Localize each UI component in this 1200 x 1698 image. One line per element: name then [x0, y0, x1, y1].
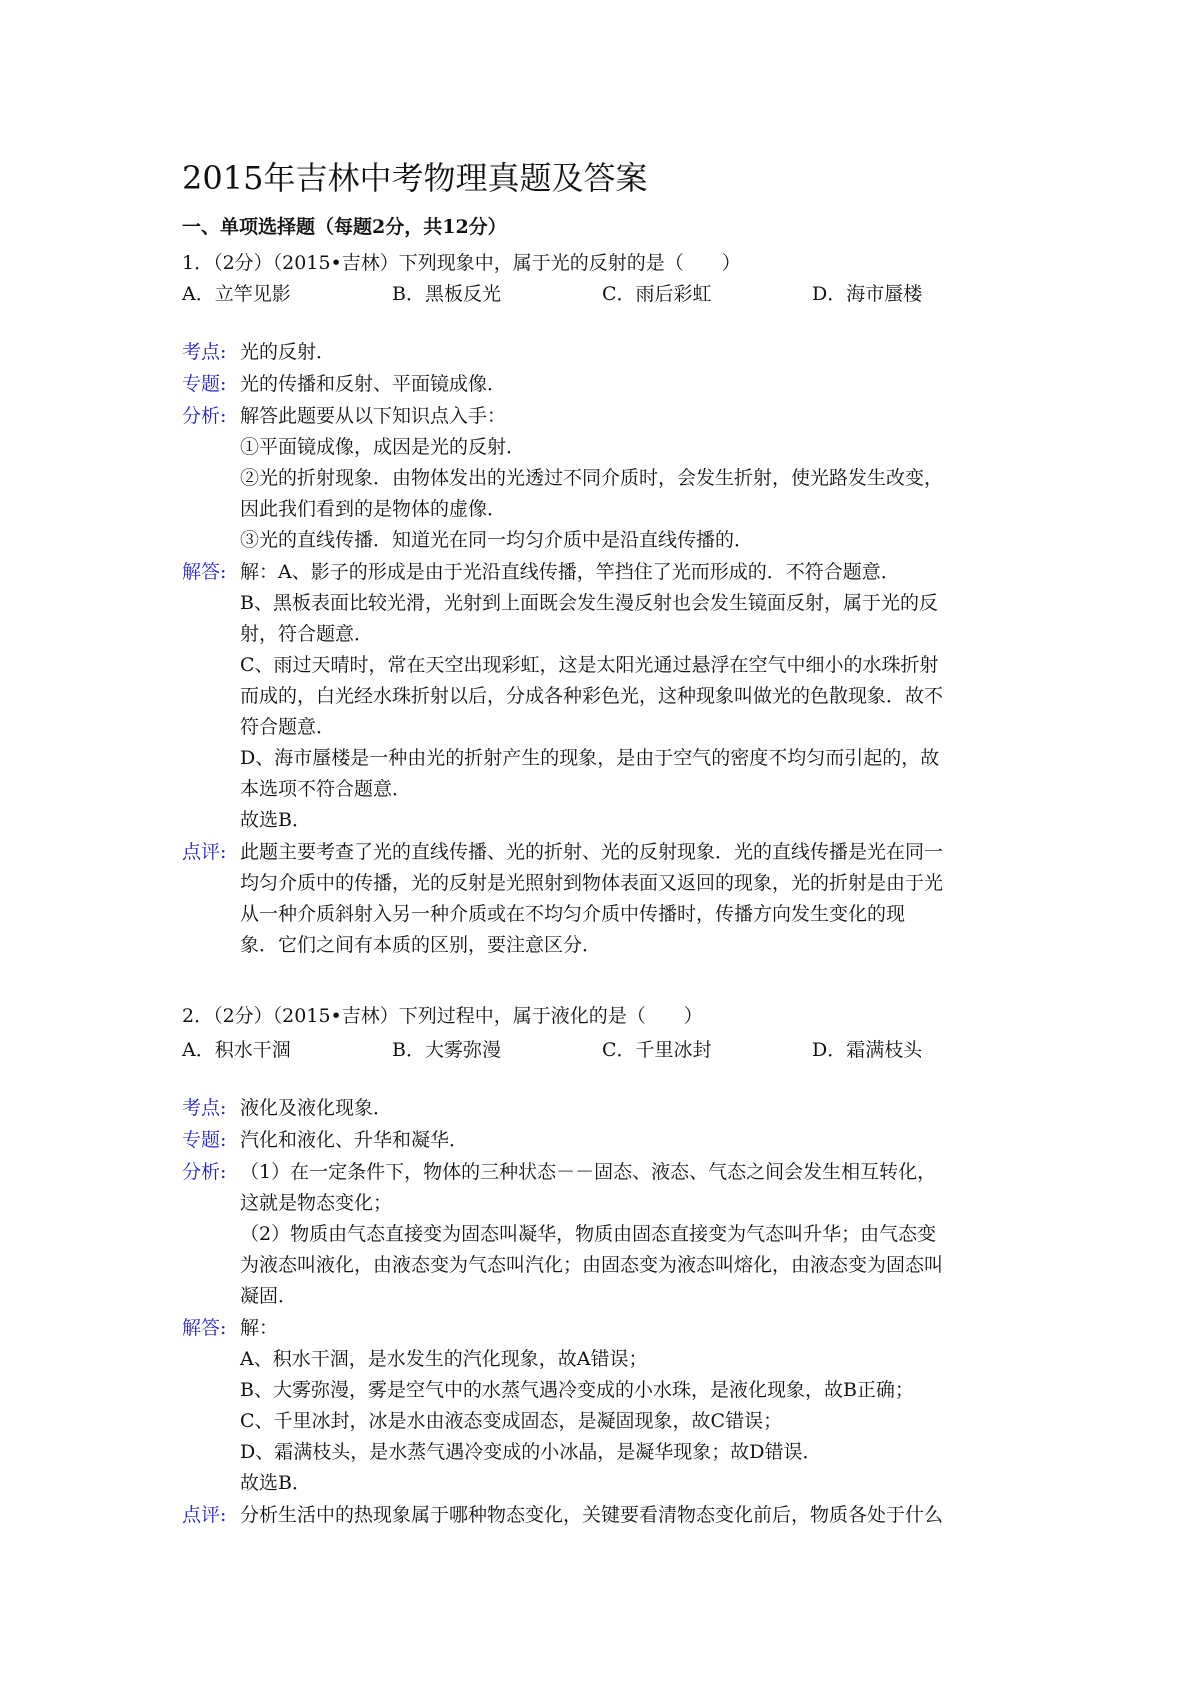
q2-jieda-line: B、大雾弥漫，雾是空气中的水蒸气遇冷变成的小水珠，是液化现象，故B正确； — [240, 1379, 914, 1401]
page-title: 2015年吉林中考物理真题及答案 — [182, 159, 648, 197]
q2-option-d: D．霜满枝头 — [812, 1039, 923, 1061]
q2-kaodian-tag: 考点: — [182, 1097, 227, 1119]
question-2-stem: 2．（2分）（2015•吉林）下列过程中，属于液化的是（ ） — [182, 1005, 703, 1027]
q2-jieda-line: 解： — [240, 1317, 279, 1339]
q1-fenxi-line: 解答此题要从以下知识点入手： — [240, 405, 507, 427]
q1-dianping-line: 从一种介质斜射入另一种介质或在不均匀介质中传播时，传播方向发生变化的现 — [240, 903, 906, 925]
q1-dianping-line: 象．它们之间有本质的区别，要注意区分． — [240, 934, 602, 956]
q1-dianping-line: 均匀介质中的传播，光的反射是光照射到物体表面又返回的现象，光的折射是由于光 — [240, 872, 944, 894]
q2-jieda-line: 故选B． — [240, 1472, 311, 1494]
q2-option-b: B．大雾弥漫 — [392, 1039, 501, 1061]
q2-zhuanti-tag: 专题: — [182, 1129, 227, 1151]
q1-fenxi-line: ②光的折射现象．由物体发出的光透过不同介质时，会发生折射，使光路发生改变， — [240, 467, 944, 489]
q1-jieda-line: 本选项不符合题意． — [240, 778, 412, 800]
q1-dianping-tag: 点评: — [182, 841, 227, 863]
q1-zhuanti-tag: 专题: — [182, 373, 227, 395]
q1-fenxi-line: ①平面镜成像，成因是光的反射． — [240, 436, 526, 458]
q1-zhuanti: 光的传播和反射、平面镜成像． — [240, 373, 507, 395]
q2-fenxi-line: （1）在一定条件下，物体的三种状态－－固态、液态、气态之间会发生相互转化， — [240, 1161, 937, 1183]
q1-jieda-line: C、雨过天晴时，常在天空出现彩虹，这是太阳光通过悬浮在空气中细小的水珠折射 — [240, 654, 939, 676]
q2-fenxi-line: 为液态叫液化，由液态变为气态叫汽化；由固态变为液态叫熔化，由液态变为固态叫 — [240, 1254, 944, 1276]
q2-kaodian: 液化及液化现象． — [240, 1097, 393, 1119]
question-1-stem: 1．（2分）（2015•吉林）下列现象中，属于光的反射的是（ ） — [182, 252, 741, 274]
q1-fenxi-line: 因此我们看到的是物体的虚像． — [240, 498, 507, 520]
q2-jieda-tag: 解答: — [182, 1317, 227, 1339]
q1-jieda-tag: 解答: — [182, 561, 227, 583]
q2-dianping-tag: 点评: — [182, 1504, 227, 1526]
q1-jieda-line: 射，符合题意． — [240, 623, 374, 645]
q2-jieda-line: C、千里冰封，冰是水由液态变成固态，是凝固现象，故C错误； — [240, 1410, 783, 1432]
q2-option-c: C．千里冰封 — [602, 1039, 712, 1061]
q2-jieda-line: D、霜满枝头，是水蒸气遇冷变成的小冰晶，是凝华现象；故D错误． — [240, 1441, 822, 1463]
q2-dianping-line: 分析生活中的热现象属于哪种物态变化，关键要看清物态变化前后，物质各处于什么 — [240, 1504, 944, 1526]
q1-dianping-line: 此题主要考查了光的直线传播、光的折射、光的反射现象．光的直线传播是光在同一 — [240, 841, 944, 863]
q1-jieda-line: 解：A、影子的形成是由于光沿直线传播，竿挡住了光而形成的．不符合题意． — [240, 561, 900, 583]
section-heading: 一、单项选择题（每题2分，共12分） — [182, 216, 507, 238]
q1-jieda-line: 故选B． — [240, 809, 311, 831]
q2-fenxi-tag: 分析: — [182, 1161, 227, 1183]
q1-option-d: D．海市蜃楼 — [812, 283, 923, 305]
q1-jieda-line: 符合题意． — [240, 716, 336, 738]
q1-option-a: A．立竿见影 — [182, 283, 291, 305]
q1-jieda-line: 而成的，白光经水珠折射以后，分成各种彩色光，这种现象叫做光的色散现象．故不 — [240, 685, 944, 707]
q2-fenxi-line: 凝固． — [240, 1285, 298, 1307]
q2-option-a: A．积水干涸 — [182, 1039, 291, 1061]
q1-jieda-line: B、黑板表面比较光滑，光射到上面既会发生漫反射也会发生镜面反射，属于光的反 — [240, 592, 938, 614]
q1-fenxi-line: ③光的直线传播．知道光在同一均匀介质中是沿直线传播的． — [240, 529, 754, 551]
q1-jieda-line: D、海市蜃楼是一种由光的折射产生的现象，是由于空气的密度不均匀而引起的，故 — [240, 747, 940, 769]
q2-fenxi-line: 这就是物态变化； — [240, 1192, 393, 1214]
q1-kaodian-tag: 考点: — [182, 341, 227, 363]
q1-option-c: C．雨后彩虹 — [602, 283, 712, 305]
q2-fenxi-line: （2）物质由气态直接变为固态叫凝华，物质由固态直接变为气态叫升华；由气态变 — [240, 1223, 937, 1245]
q1-kaodian: 光的反射． — [240, 341, 336, 363]
q2-jieda-line: A、积水干涸，是水发生的汽化现象，故A错误； — [240, 1348, 648, 1370]
q1-fenxi-tag: 分析: — [182, 405, 227, 427]
q2-zhuanti: 汽化和液化、升华和凝华． — [240, 1129, 469, 1151]
q1-option-b: B．黑板反光 — [392, 283, 501, 305]
